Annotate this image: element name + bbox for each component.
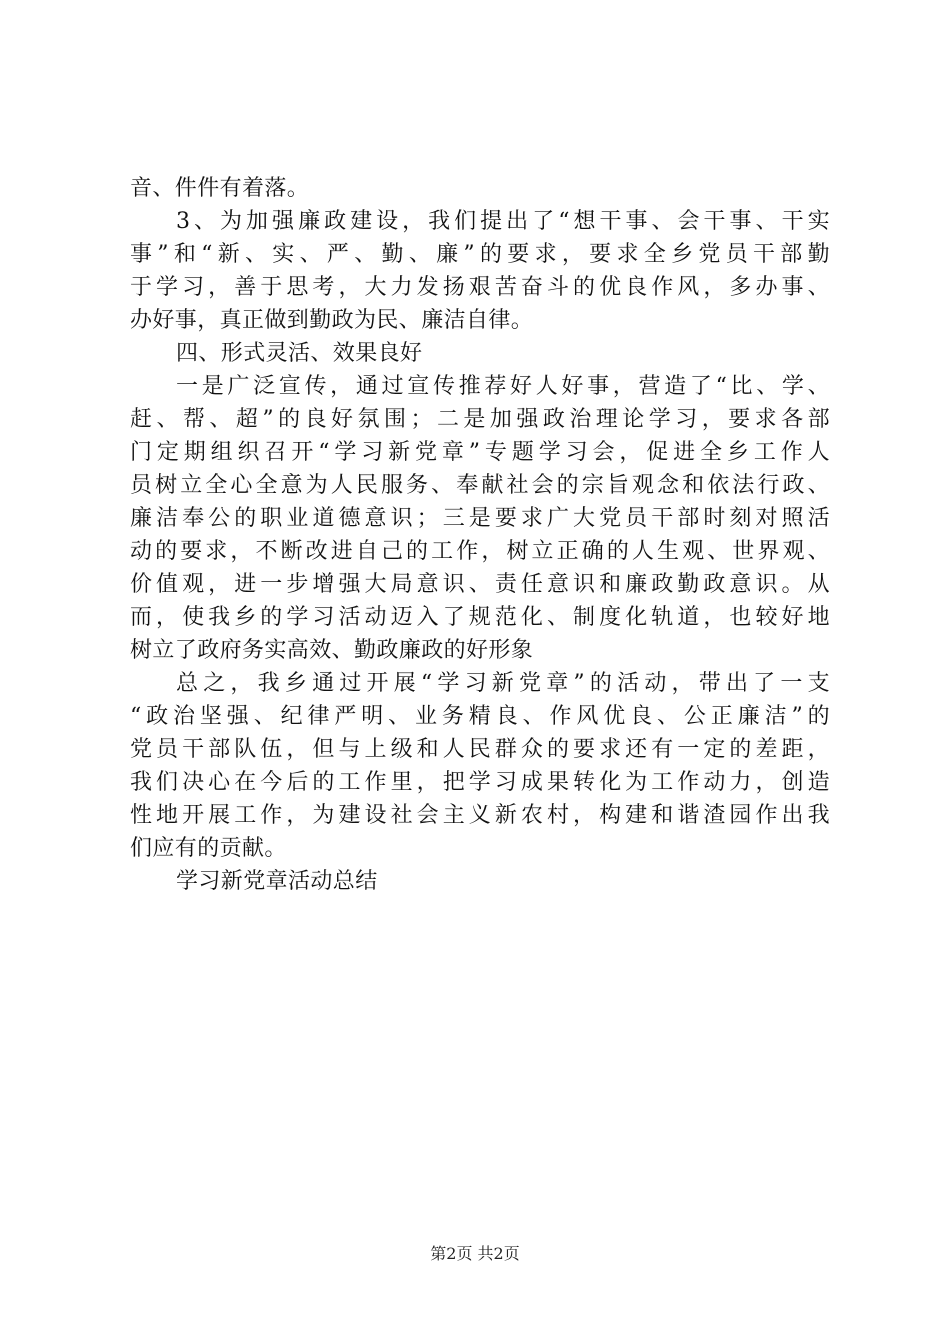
text-line: 一是广泛宣传，通过宣传推荐好人好事，营造了“比、学、 bbox=[176, 374, 830, 399]
text-line: 树立了政府务实高效、勤政廉政的好形象 bbox=[130, 638, 534, 663]
text-line: 门定期组织召开“学习新党章”专题学习会，促进全乡工作人 bbox=[130, 440, 830, 465]
text-line: 而，使我乡的学习活动迈入了规范化、制度化轨道，也较好地 bbox=[130, 605, 830, 630]
document-title-line: 学习新党章活动总结 bbox=[176, 869, 378, 894]
text-line: “政治坚强、纪律严明、业务精良、作风优良、公正廉洁”的 bbox=[130, 704, 830, 729]
document-body bbox=[130, 172, 830, 898]
text-line: 事”和“新、实、严、勤、廉”的要求，要求全乡党员干部勤 bbox=[130, 242, 830, 267]
text-line: 3、为加强廉政建设，我们提出了“想干事、会干事、干实 bbox=[176, 209, 830, 234]
page-number-footer: 第2页 共2页 bbox=[430, 1244, 520, 1263]
text-line: 党员干部队伍，但与上级和人民群众的要求还有一定的差距， bbox=[130, 737, 830, 762]
text-line: 总之，我乡通过开展“学习新党章”的活动，带出了一支 bbox=[176, 671, 830, 696]
text-line: 动的要求，不断改进自己的工作，树立正确的人生观、世界观、 bbox=[130, 539, 830, 564]
text-line: 员树立全心全意为人民服务、奉献社会的宗旨观念和依法行政、 bbox=[130, 473, 830, 498]
text-line: 赶、帮、超”的良好氛围；二是加强政治理论学习，要求各部 bbox=[130, 407, 830, 432]
text-line: 廉洁奉公的职业道德意识；三是要求广大党员干部时刻对照活 bbox=[130, 506, 830, 531]
text-line: 性地开展工作，为建设社会主义新农村，构建和谐渣园作出我 bbox=[130, 803, 830, 828]
text-line: 音、件件有着落。 bbox=[130, 176, 310, 201]
text-line: 我们决心在今后的工作里，把学习成果转化为工作动力，创造 bbox=[130, 770, 830, 795]
text-line: 于学习，善于思考，大力发扬艰苦奋斗的优良作风，多办事、 bbox=[130, 275, 830, 300]
text-line: 价值观，进一步增强大局意识、责任意识和廉政勤政意识。从 bbox=[130, 572, 830, 597]
text-line: 办好事，真正做到勤政为民、廉洁自律。 bbox=[130, 308, 534, 333]
section-heading: 四、形式灵活、效果良好 bbox=[176, 341, 423, 366]
text-line: 们应有的贡献。 bbox=[130, 836, 287, 861]
